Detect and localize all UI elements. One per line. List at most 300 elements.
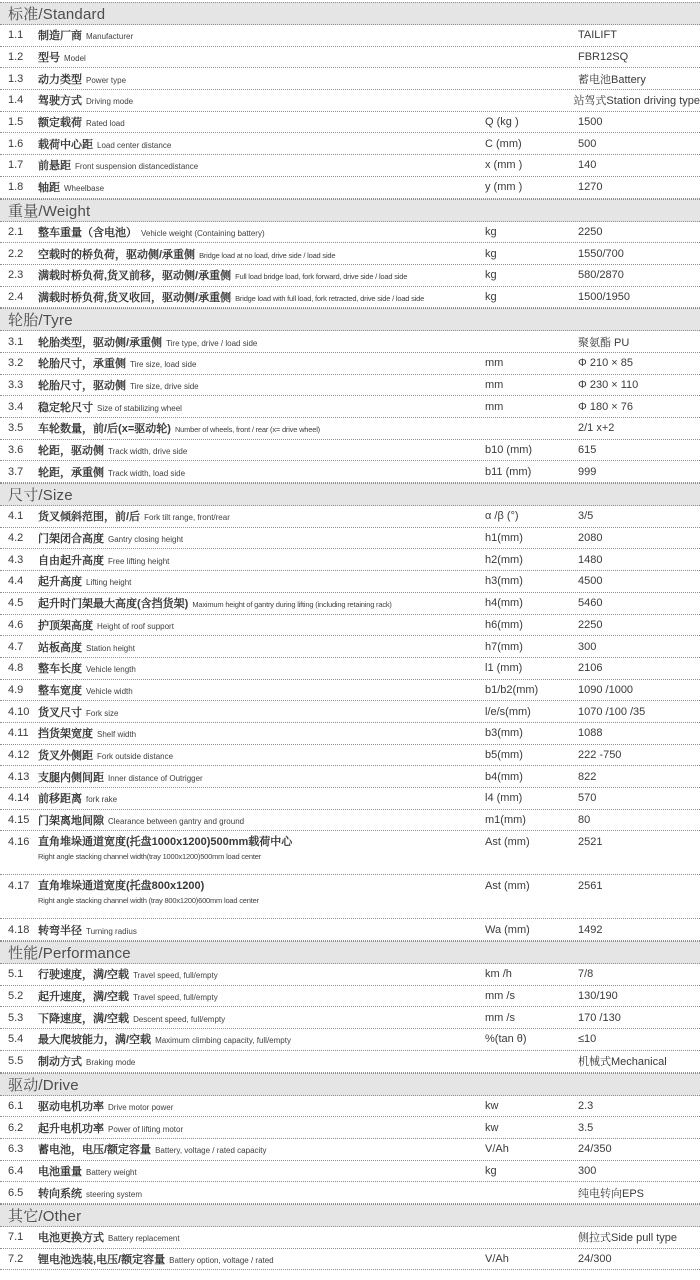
row-label bbox=[38, 880, 485, 905]
row-label-en: fork rake bbox=[86, 795, 118, 805]
row-label-zh: 轮胎类型，驱动侧/承重侧 bbox=[38, 336, 163, 349]
row-unit: x (mm ) bbox=[485, 159, 523, 172]
row-number: 1.3 bbox=[8, 72, 24, 85]
spec-row bbox=[0, 1249, 700, 1271]
section-rows bbox=[0, 506, 700, 941]
row-value: 570 bbox=[578, 792, 597, 805]
row-label-en: Wheelbase bbox=[64, 184, 105, 194]
row-number: 4.8 bbox=[8, 662, 24, 675]
row-label-en: steering system bbox=[86, 1189, 143, 1199]
row-value: 2561 bbox=[578, 880, 603, 893]
section-title: 性能/Performance bbox=[8, 945, 131, 963]
section-title: 驱动/Drive bbox=[8, 1076, 79, 1094]
row-number: 4.17 bbox=[8, 880, 30, 893]
row-number: 2.1 bbox=[8, 225, 24, 238]
spec-row bbox=[0, 112, 700, 134]
row-number: 4.11 bbox=[8, 727, 29, 740]
row-value: 300 bbox=[578, 640, 597, 653]
row-value: 2/1 x+2 bbox=[578, 422, 615, 435]
spec-row bbox=[0, 440, 700, 462]
spec-section bbox=[0, 308, 700, 483]
row-value: 1500 bbox=[578, 116, 603, 129]
row-label-zh: 型号 bbox=[38, 52, 60, 65]
spec-row bbox=[0, 1139, 700, 1161]
row-label-en: Maximum height of gantry during lifting (including retaining rack) bbox=[192, 600, 392, 610]
row-value: 24/350 bbox=[578, 1143, 612, 1156]
row-unit: V/Ah bbox=[485, 1252, 509, 1265]
row-label-zh: 满载时桥负荷,货叉前移，驱动侧/承重侧 bbox=[38, 270, 232, 283]
row-value: 2250 bbox=[578, 618, 603, 631]
row-value: 615 bbox=[578, 444, 597, 457]
row-label-en: Turning radius bbox=[86, 926, 137, 936]
row-number: 4.1 bbox=[8, 510, 24, 523]
row-number: 6.2 bbox=[8, 1121, 24, 1134]
row-number: 5.3 bbox=[8, 1011, 24, 1024]
row-value: 机械式Mechanical bbox=[578, 1056, 667, 1069]
row-label-zh: 转弯半径 bbox=[38, 924, 82, 937]
row-number: 6.5 bbox=[8, 1186, 24, 1199]
row-label-en: Driving mode bbox=[86, 97, 134, 107]
row-label-zh: 驾驶方式 bbox=[38, 95, 82, 108]
row-label-en: Gantry closing height bbox=[108, 535, 184, 545]
section-title: 标准/Standard bbox=[8, 6, 106, 23]
row-value: 侧拉式Side pull type bbox=[578, 1232, 678, 1245]
row-label-zh: 下降速度，满/空载 bbox=[38, 1012, 130, 1025]
spec-row bbox=[0, 701, 700, 723]
row-unit: b5(mm) bbox=[485, 748, 523, 761]
spec-row bbox=[0, 222, 700, 244]
row-number: 7.1 bbox=[8, 1231, 24, 1244]
row-label-en: Power type bbox=[86, 75, 127, 85]
row-label-zh: 门架离地间隙 bbox=[38, 815, 104, 828]
row-label-en: Front suspension distancedistance bbox=[75, 162, 199, 172]
row-unit: h4(mm) bbox=[485, 597, 523, 610]
spec-row bbox=[0, 68, 700, 90]
row-unit: l4 (mm) bbox=[485, 792, 523, 805]
row-label-en: Fork size bbox=[86, 708, 119, 718]
row-label bbox=[38, 594, 485, 612]
row-number: 2.3 bbox=[8, 269, 24, 282]
row-value: Φ 210 × 85 bbox=[578, 357, 633, 370]
row-label-zh: 挡货架宽度 bbox=[38, 728, 93, 741]
row-label bbox=[38, 113, 485, 131]
section-title: 其它/Other bbox=[8, 1207, 82, 1225]
row-unit: kg bbox=[485, 269, 497, 282]
row-unit: V/Ah bbox=[485, 1143, 509, 1156]
row-unit: h7(mm) bbox=[485, 640, 523, 653]
spec-row bbox=[0, 265, 700, 287]
row-label-zh: 轮距，承重侧 bbox=[38, 466, 104, 479]
row-label-en: Shelf width bbox=[97, 730, 137, 740]
row-label-zh: 轮距，驱动侧 bbox=[38, 445, 104, 458]
spec-row bbox=[0, 986, 700, 1008]
row-label-en: Size of stabilizing wheel bbox=[97, 403, 182, 413]
row-label-en: Station height bbox=[86, 643, 135, 653]
row-value: FBR12SQ bbox=[578, 51, 629, 64]
row-unit: mm /s bbox=[485, 990, 515, 1003]
row-label bbox=[38, 1052, 485, 1070]
spec-row bbox=[0, 723, 700, 745]
section-header bbox=[0, 199, 700, 222]
row-label bbox=[38, 178, 485, 196]
row-label bbox=[38, 333, 485, 351]
row-label-zh: 起升时门架最大高度(含挡货架) bbox=[38, 598, 189, 611]
row-label-zh: 最大爬坡能力，满/空载 bbox=[38, 1034, 152, 1047]
row-label-en: Track width, load side bbox=[108, 468, 186, 478]
spec-row bbox=[0, 1117, 700, 1139]
row-label-en: Vehicle length bbox=[86, 665, 136, 675]
row-label-en: Fork outside distance bbox=[97, 751, 174, 761]
spec-row bbox=[0, 549, 700, 571]
row-number: 1.6 bbox=[8, 137, 24, 150]
spec-section bbox=[0, 941, 700, 1072]
row-value: 2250 bbox=[578, 225, 603, 238]
row-label-zh: 轴距 bbox=[38, 182, 60, 195]
row-number: 4.12 bbox=[8, 748, 30, 761]
row-label bbox=[38, 463, 485, 481]
spec-row bbox=[0, 766, 700, 788]
row-label-zh: 载荷中心距 bbox=[38, 138, 93, 151]
spec-row bbox=[0, 919, 700, 941]
row-number: 3.6 bbox=[8, 444, 24, 457]
row-label-en: Tire size, drive side bbox=[130, 381, 199, 391]
row-number: 2.2 bbox=[8, 247, 24, 260]
section-rows bbox=[0, 222, 700, 309]
row-label-zh: 门架闭合高度 bbox=[38, 533, 104, 546]
row-label bbox=[38, 836, 485, 861]
row-number: 1.4 bbox=[8, 94, 24, 107]
row-label-en: Lifting height bbox=[86, 578, 132, 588]
row-label-en: Travel speed, full/empty bbox=[133, 993, 218, 1003]
spec-row bbox=[0, 25, 700, 47]
section-header bbox=[0, 308, 700, 331]
row-number: 5.1 bbox=[8, 968, 24, 981]
spec-section bbox=[0, 1204, 700, 1270]
row-unit: Ast (mm) bbox=[485, 880, 530, 893]
row-label-zh: 车轮数量，前/后(x=驱动轮) bbox=[38, 423, 171, 436]
row-label bbox=[38, 551, 485, 569]
row-label-en: Right angle stacking channel width(tray 1000x1200)500mm load center bbox=[38, 852, 261, 862]
row-number: 4.5 bbox=[8, 597, 24, 610]
row-label-en: Right angle stacking channel width (tray 800x1200)600mm load center bbox=[38, 896, 259, 906]
row-number: 5.5 bbox=[8, 1055, 24, 1068]
section-title: 尺寸/Size bbox=[8, 487, 73, 505]
row-value: Φ 230 × 110 bbox=[578, 378, 639, 391]
section-header bbox=[0, 483, 700, 506]
section-header bbox=[0, 2, 700, 25]
row-label bbox=[38, 70, 485, 88]
spec-row bbox=[0, 810, 700, 832]
row-label bbox=[38, 1119, 485, 1137]
row-label-en: Braking mode bbox=[86, 1058, 136, 1068]
spec-row bbox=[0, 90, 700, 112]
row-number: 4.2 bbox=[8, 532, 24, 545]
row-label-zh: 护顶架高度 bbox=[38, 619, 93, 632]
row-label-zh: 满载时桥负荷,货叉收回，驱动侧/承重侧 bbox=[38, 291, 232, 304]
row-unit: b10 (mm) bbox=[485, 444, 533, 457]
row-number: 3.4 bbox=[8, 400, 24, 413]
row-label bbox=[38, 1228, 485, 1246]
row-label-en: Descent speed, full/empty bbox=[133, 1014, 226, 1024]
row-unit: kw bbox=[485, 1099, 499, 1112]
spec-row bbox=[0, 243, 700, 265]
row-label-en: Load center distance bbox=[97, 140, 172, 150]
row-label bbox=[38, 1140, 485, 1158]
row-label bbox=[38, 1162, 485, 1180]
row-label-en: Number of wheels, front / rear (x= drive wheel) bbox=[174, 425, 320, 435]
row-label-en: Model bbox=[64, 54, 86, 64]
spec-row bbox=[0, 788, 700, 810]
row-unit: Ast (mm) bbox=[485, 836, 530, 849]
row-label bbox=[38, 507, 485, 525]
row-label bbox=[38, 659, 485, 677]
row-label-en: Battery, voltage / rated capacity bbox=[155, 1146, 267, 1156]
spec-section bbox=[0, 483, 700, 941]
row-unit: h2(mm) bbox=[485, 553, 523, 566]
spec-row bbox=[0, 1007, 700, 1029]
row-label bbox=[38, 529, 485, 547]
row-unit: b11 (mm) bbox=[485, 465, 532, 478]
row-label bbox=[38, 789, 485, 807]
row-unit: Wa (mm) bbox=[485, 923, 530, 936]
row-label bbox=[38, 376, 485, 394]
row-label-zh: 转向系统 bbox=[38, 1187, 82, 1200]
row-label-zh: 支腿内侧间距 bbox=[38, 771, 104, 784]
row-unit: kg bbox=[485, 1164, 497, 1177]
row-number: 4.4 bbox=[8, 575, 24, 588]
row-label-zh: 货叉尺寸 bbox=[38, 706, 82, 719]
spec-row bbox=[0, 461, 700, 483]
row-unit: kg bbox=[485, 247, 497, 260]
spec-row bbox=[0, 680, 700, 702]
spec-row bbox=[0, 615, 700, 637]
row-number: 4.3 bbox=[8, 553, 24, 566]
row-number: 1.8 bbox=[8, 181, 24, 194]
row-value: 1070 /100 /35 bbox=[578, 705, 646, 718]
row-label-zh: 起升高度 bbox=[38, 576, 82, 589]
row-label-zh: 前移距离 bbox=[38, 793, 82, 806]
section-rows bbox=[0, 964, 700, 1072]
row-label-zh: 站板高度 bbox=[38, 641, 82, 654]
row-label-en: Drive motor power bbox=[108, 1102, 174, 1112]
row-label-en: Full load bridge load, fork forward, drive side / load side bbox=[235, 272, 408, 282]
row-label-zh: 制动方式 bbox=[38, 1056, 82, 1069]
row-value: 140 bbox=[578, 159, 597, 172]
row-value: 4500 bbox=[578, 575, 603, 588]
spec-row bbox=[0, 745, 700, 767]
row-number: 2.4 bbox=[8, 290, 24, 303]
row-number: 1.5 bbox=[8, 116, 24, 129]
row-number: 4.13 bbox=[8, 770, 30, 783]
row-value: 站驾式Station driving type bbox=[573, 95, 700, 108]
row-number: 1.2 bbox=[8, 51, 24, 64]
spec-row bbox=[0, 1161, 700, 1183]
row-label-en: Maximum climbing capacity, full/empty bbox=[155, 1036, 291, 1046]
row-label-zh: 空载时的桥负荷，驱动侧/承重侧 bbox=[38, 248, 196, 261]
row-value: 聚氨酯 PU bbox=[578, 336, 630, 349]
row-label-zh: 蓄电池，电压/额定容量 bbox=[38, 1144, 152, 1157]
row-label bbox=[38, 48, 485, 66]
section-rows bbox=[0, 1096, 700, 1204]
spec-section bbox=[0, 2, 700, 199]
row-label-zh: 货叉倾斜范围，前/后 bbox=[38, 511, 141, 524]
row-value: 1550/700 bbox=[578, 247, 624, 260]
row-label-zh: 自由起升高度 bbox=[38, 554, 104, 567]
row-number: 5.4 bbox=[8, 1033, 24, 1046]
row-label-zh: 轮胎尺寸，驱动侧 bbox=[38, 379, 126, 392]
row-label bbox=[38, 398, 485, 416]
row-label bbox=[38, 616, 485, 634]
row-value: 1492 bbox=[578, 923, 603, 936]
row-unit: mm /s bbox=[485, 1011, 515, 1024]
spec-section bbox=[0, 199, 700, 309]
row-label-en: Track width, drive side bbox=[108, 447, 188, 457]
row-label bbox=[38, 441, 485, 459]
row-label bbox=[38, 1097, 485, 1115]
row-label-zh: 直角堆垛通道宽度(托盘1000x1200)500mm载荷中心 bbox=[38, 836, 293, 849]
spec-row bbox=[0, 47, 700, 69]
row-label-en: Tire size, load side bbox=[130, 360, 197, 370]
row-label-en: Battery option, voltage / rated bbox=[169, 1255, 274, 1265]
row-number: 4.15 bbox=[8, 814, 30, 827]
row-number: 5.2 bbox=[8, 990, 24, 1003]
row-value: 822 bbox=[578, 770, 597, 783]
row-label bbox=[38, 1184, 485, 1202]
section-rows bbox=[0, 1227, 700, 1270]
spec-row bbox=[0, 155, 700, 177]
row-label bbox=[38, 135, 485, 153]
section-header bbox=[0, 941, 700, 964]
row-number: 4.18 bbox=[8, 923, 30, 936]
row-value: 999 bbox=[578, 465, 597, 478]
row-unit: α /β (°) bbox=[485, 510, 519, 523]
row-label bbox=[38, 223, 485, 241]
row-label bbox=[38, 156, 485, 174]
row-number: 3.1 bbox=[8, 335, 24, 348]
row-value: 2106 bbox=[578, 662, 603, 675]
row-label-en: Power of lifting motor bbox=[108, 1124, 184, 1134]
spec-row bbox=[0, 571, 700, 593]
row-unit: b3(mm) bbox=[485, 727, 523, 740]
row-label bbox=[38, 724, 485, 742]
row-label bbox=[38, 768, 485, 786]
row-number: 7.2 bbox=[8, 1252, 24, 1265]
row-label-en: Manufacturer bbox=[86, 32, 134, 42]
row-unit: y (mm ) bbox=[485, 181, 523, 194]
row-label-en: Tire type, drive / load side bbox=[166, 338, 258, 348]
row-label bbox=[38, 419, 485, 437]
row-label bbox=[38, 26, 485, 44]
row-label-en: Bridge load at no load, drive side / load side bbox=[199, 250, 336, 260]
row-number: 4.16 bbox=[8, 836, 30, 849]
spec-row bbox=[0, 964, 700, 986]
row-label-en: Battery replacement bbox=[108, 1234, 180, 1244]
row-value: 500 bbox=[578, 137, 597, 150]
row-label-zh: 制造厂商 bbox=[38, 30, 82, 43]
section-header bbox=[0, 1204, 700, 1227]
row-number: 6.1 bbox=[8, 1099, 24, 1112]
row-label bbox=[38, 921, 485, 939]
row-label bbox=[38, 987, 485, 1005]
row-label bbox=[38, 1009, 485, 1027]
row-label bbox=[38, 354, 485, 372]
row-unit: Q (kg ) bbox=[485, 116, 519, 129]
spec-row bbox=[0, 177, 700, 199]
spec-row bbox=[0, 133, 700, 155]
row-label-zh: 行驶速度，满/空载 bbox=[38, 969, 130, 982]
row-value: 170 /130 bbox=[578, 1011, 621, 1024]
row-unit: m1(mm) bbox=[485, 814, 526, 827]
spec-row bbox=[0, 875, 700, 919]
row-unit: kw bbox=[485, 1121, 499, 1134]
row-unit: %(tan θ) bbox=[485, 1033, 527, 1046]
row-label-en: Clearance between gantry and ground bbox=[108, 817, 245, 827]
row-label-en: Vehicle width bbox=[86, 686, 133, 696]
row-label-zh: 锂电池选装,电压/额定容量 bbox=[38, 1253, 166, 1266]
row-value: 80 bbox=[578, 814, 591, 827]
row-unit: kg bbox=[485, 290, 497, 303]
row-label-zh: 前悬距 bbox=[38, 160, 71, 173]
row-unit: b4(mm) bbox=[485, 770, 523, 783]
spec-row bbox=[0, 831, 700, 875]
spec-row bbox=[0, 287, 700, 309]
spec-row bbox=[0, 1029, 700, 1051]
row-label bbox=[38, 572, 485, 590]
spec-row bbox=[0, 353, 700, 375]
row-value: 1090 /1000 bbox=[578, 683, 634, 696]
spec-row bbox=[0, 1182, 700, 1204]
row-value: 2521 bbox=[578, 836, 603, 849]
row-value: 1088 bbox=[578, 727, 603, 740]
row-value: 24/300 bbox=[578, 1252, 612, 1265]
spec-row bbox=[0, 593, 700, 615]
row-number: 3.3 bbox=[8, 378, 24, 391]
row-unit: mm bbox=[485, 400, 504, 413]
row-label-en: Travel speed, full/empty bbox=[133, 971, 218, 981]
row-label-zh: 直角堆垛通道宽度(托盘800x1200) bbox=[38, 880, 205, 893]
row-number: 4.7 bbox=[8, 640, 24, 653]
spec-row bbox=[0, 418, 700, 440]
spec-row bbox=[0, 331, 700, 353]
row-unit: C (mm) bbox=[485, 137, 522, 150]
spec-row bbox=[0, 396, 700, 418]
row-value: 1480 bbox=[578, 553, 603, 566]
row-number: 3.7 bbox=[8, 465, 24, 478]
spec-row bbox=[0, 506, 700, 528]
row-label bbox=[38, 681, 485, 699]
row-unit: mm bbox=[485, 378, 504, 391]
row-label-zh: 起升速度，满/空载 bbox=[38, 991, 130, 1004]
row-label-zh: 稳定轮尺寸 bbox=[38, 401, 93, 414]
row-value: 2.3 bbox=[578, 1099, 594, 1112]
row-label-zh: 轮胎尺寸，承重侧 bbox=[38, 358, 126, 371]
row-label-zh: 整车长度 bbox=[38, 663, 82, 676]
row-number: 4.6 bbox=[8, 618, 24, 631]
row-label bbox=[38, 746, 485, 764]
row-value: ≤10 bbox=[578, 1033, 597, 1046]
row-number: 4.10 bbox=[8, 705, 30, 718]
row-value: 7/8 bbox=[578, 968, 594, 981]
row-label-zh: 动力类型 bbox=[38, 73, 82, 86]
row-number: 6.4 bbox=[8, 1164, 24, 1177]
row-label-en: Inner distance of Outrigger bbox=[108, 773, 203, 783]
row-number: 3.5 bbox=[8, 422, 24, 435]
row-unit: km /h bbox=[485, 968, 512, 981]
row-value: 3/5 bbox=[578, 510, 594, 523]
row-unit: h1(mm) bbox=[485, 532, 523, 545]
row-value: 300 bbox=[578, 1164, 597, 1177]
row-label-zh: 额定载荷 bbox=[38, 117, 82, 130]
